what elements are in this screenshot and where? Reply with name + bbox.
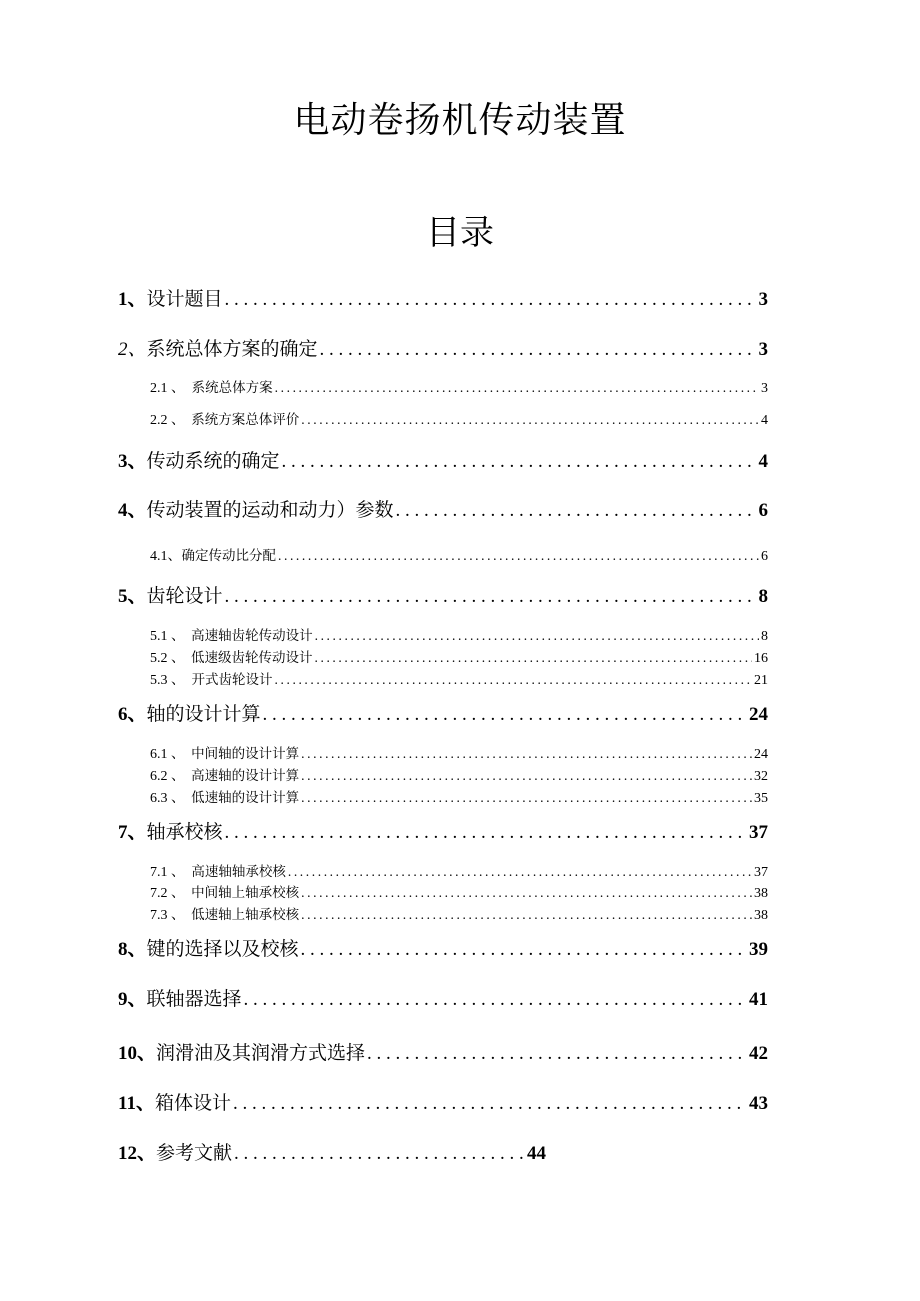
toc-entry-11[interactable]: [118, 1088, 768, 1115]
toc-entry-label: 高速轴齿轮传动设计: [191, 628, 313, 644]
toc-entry-page: 3: [758, 339, 768, 360]
toc-entry-page: 24: [749, 704, 768, 725]
toc-entry-number: 9、: [118, 989, 147, 1010]
toc-entry-2[interactable]: [118, 334, 768, 361]
toc-entry-3[interactable]: [118, 446, 768, 473]
toc-entry-number: 8、: [118, 939, 147, 960]
toc-dot-leader: [275, 380, 759, 396]
toc-entry-page: 6: [758, 500, 768, 521]
toc-dot-leader: [315, 628, 759, 644]
toc-entry-number: 3、: [118, 451, 147, 472]
toc-entry-5-1[interactable]: [150, 624, 768, 645]
toc-dot-leader: [301, 790, 752, 806]
toc-entry-number: 6、: [118, 704, 147, 725]
toc-entry-label: 传动装置的运动和动力）参数: [146, 499, 394, 521]
toc-entry-label: 箱体设计: [154, 1092, 231, 1114]
toc-entry-number: 5、: [118, 586, 147, 607]
toc-entry-number: 6.3 、: [150, 791, 185, 806]
toc-entry-7-3[interactable]: [150, 903, 768, 924]
toc-entry-9[interactable]: [118, 984, 768, 1011]
toc-entry-page: 21: [754, 673, 768, 688]
toc-entry-2-1[interactable]: [150, 376, 768, 397]
toc-entry-6-3[interactable]: [150, 786, 768, 807]
toc-dot-leader: [396, 500, 757, 522]
toc-entry-label: 轴的设计计算: [146, 703, 261, 725]
toc-entry-number: 7、: [118, 822, 147, 843]
toc-entry-label: 低速轴的设计计算: [191, 790, 300, 806]
toc-entry-number: 12、: [118, 1143, 157, 1164]
toc-entry-1[interactable]: [118, 284, 768, 311]
toc-entry-page: 6: [761, 549, 768, 564]
toc-entry-label: 高速轴轴承校核: [191, 864, 286, 880]
toc-entry-number: 6.2 、: [150, 769, 185, 784]
toc-entry-label: 联轴器选择: [146, 988, 242, 1010]
toc-entry-page: 41: [749, 989, 768, 1010]
toc-dot-leader: [301, 768, 752, 784]
toc-entry-number: 2.2 、: [150, 413, 185, 428]
toc-entry-number: 6.1 、: [150, 747, 185, 762]
toc-entry-number: 5.1 、: [150, 629, 185, 644]
toc-dot-leader: [320, 339, 757, 361]
toc-entry-label: 传动系统的确定: [146, 450, 280, 472]
toc-entry-page: 38: [754, 886, 768, 901]
toc-entry-label: 轴承校核: [146, 821, 223, 843]
toc-entry-page: 44: [527, 1143, 546, 1164]
toc-heading: 目录: [426, 213, 494, 253]
toc-entry-number: 10、: [118, 1043, 157, 1064]
toc-entry-number: 2.1 、: [150, 381, 185, 396]
toc-entry-label: 中间轴上轴承校核: [191, 885, 300, 901]
toc-entry-page: 43: [749, 1093, 768, 1114]
toc-entry-label: 高速轴的设计计算: [191, 768, 300, 784]
toc-entry-number: 7.1 、: [150, 865, 185, 880]
toc-entry-number: 4、: [118, 500, 147, 521]
toc-dot-leader: [225, 586, 757, 608]
toc-entry-label: 系统总体方案: [191, 380, 273, 396]
toc-entry-5-2[interactable]: [150, 646, 768, 667]
toc-dot-leader: [244, 989, 747, 1011]
toc-entry-5[interactable]: [118, 581, 768, 608]
toc-entry-4[interactable]: [118, 495, 768, 522]
toc-entry-label: 参考文献: [156, 1142, 233, 1164]
toc-dot-leader: [367, 1043, 747, 1065]
toc-entry-label: 系统总体方案的确定: [146, 338, 318, 360]
toc-entry-page: 8: [758, 586, 768, 607]
toc-entry-page: 3: [761, 381, 768, 396]
toc-dot-leader: [275, 672, 752, 688]
toc-entry-number: 7.3 、: [150, 908, 185, 923]
toc-entry-label: 低速轴上轴承校核: [191, 907, 300, 923]
toc-dot-leader: [234, 1143, 525, 1165]
toc-dot-leader: [233, 1093, 747, 1115]
toc-entry-number: 1、: [118, 289, 147, 310]
toc-entry-label: 中间轴的设计计算: [191, 746, 300, 762]
toc-entry-7-2[interactable]: [150, 881, 768, 902]
toc-entry-label: 系统方案总体评价: [191, 412, 300, 428]
toc-entry-label: 设计题目: [146, 288, 223, 310]
toc-dot-leader: [288, 864, 752, 880]
toc-entry-number: 4.1、: [150, 549, 182, 564]
toc-dot-leader: [315, 650, 753, 666]
document-title: 电动卷扬机传动装置: [293, 100, 627, 141]
toc-entry-label: 确定传动比分配: [181, 548, 276, 564]
toc-entry-12[interactable]: [118, 1138, 546, 1165]
toc-entry-page: 37: [754, 865, 768, 880]
toc-entry-label: 低速级齿轮传动设计: [191, 650, 313, 666]
toc-entry-6-2[interactable]: [150, 764, 768, 785]
toc-entry-number: 5.3 、: [150, 673, 185, 688]
toc-dot-leader: [301, 907, 752, 923]
toc-dot-leader: [301, 885, 752, 901]
toc-entry-label: 齿轮设计: [146, 585, 223, 607]
toc-dot-leader: [225, 822, 747, 844]
toc-dot-leader: [263, 704, 747, 726]
toc-entry-page: 24: [754, 747, 768, 762]
toc-dot-leader: [282, 451, 757, 473]
toc-dot-leader: [301, 746, 752, 762]
toc-entry-page: 42: [749, 1043, 768, 1064]
toc-entry-page: 4: [761, 413, 768, 428]
toc-entry-7-1[interactable]: [150, 860, 768, 881]
toc-entry-page: 39: [749, 939, 768, 960]
toc-dot-leader: [278, 548, 759, 564]
toc-entry-2-2[interactable]: [150, 408, 768, 429]
toc-entry-label: 开式齿轮设计: [191, 672, 273, 688]
toc-entry-8[interactable]: [118, 934, 768, 961]
toc-entry-4-1[interactable]: [150, 544, 768, 565]
toc-entry-page: 4: [758, 451, 768, 472]
toc-entry-page: 8: [761, 629, 768, 644]
toc-entry-7[interactable]: [118, 817, 768, 844]
toc-dot-leader: [301, 939, 747, 961]
toc-entry-number: 5.2 、: [150, 651, 185, 666]
toc-entry-6[interactable]: [118, 699, 768, 726]
toc-dot-leader: [301, 412, 759, 428]
toc-entry-number: 7.2 、: [150, 886, 185, 901]
toc-entry-label: 润滑油及其润滑方式选择: [156, 1042, 366, 1064]
toc-entry-number: 2、: [118, 339, 147, 360]
toc-entry-10[interactable]: [118, 1038, 768, 1065]
toc-entry-page: 3: [758, 289, 768, 310]
toc-entry-label: 键的选择以及校核: [146, 938, 299, 960]
toc-entry-6-1[interactable]: [150, 742, 768, 763]
toc-entry-page: 38: [754, 908, 768, 923]
toc-entry-page: 16: [754, 651, 768, 666]
toc-entry-page: 37: [749, 822, 768, 843]
toc-entry-5-3[interactable]: [150, 668, 768, 689]
toc-entry-page: 32: [754, 769, 768, 784]
toc-entry-number: 11、: [118, 1093, 155, 1114]
toc-dot-leader: [225, 289, 757, 311]
toc-entry-page: 35: [754, 791, 768, 806]
